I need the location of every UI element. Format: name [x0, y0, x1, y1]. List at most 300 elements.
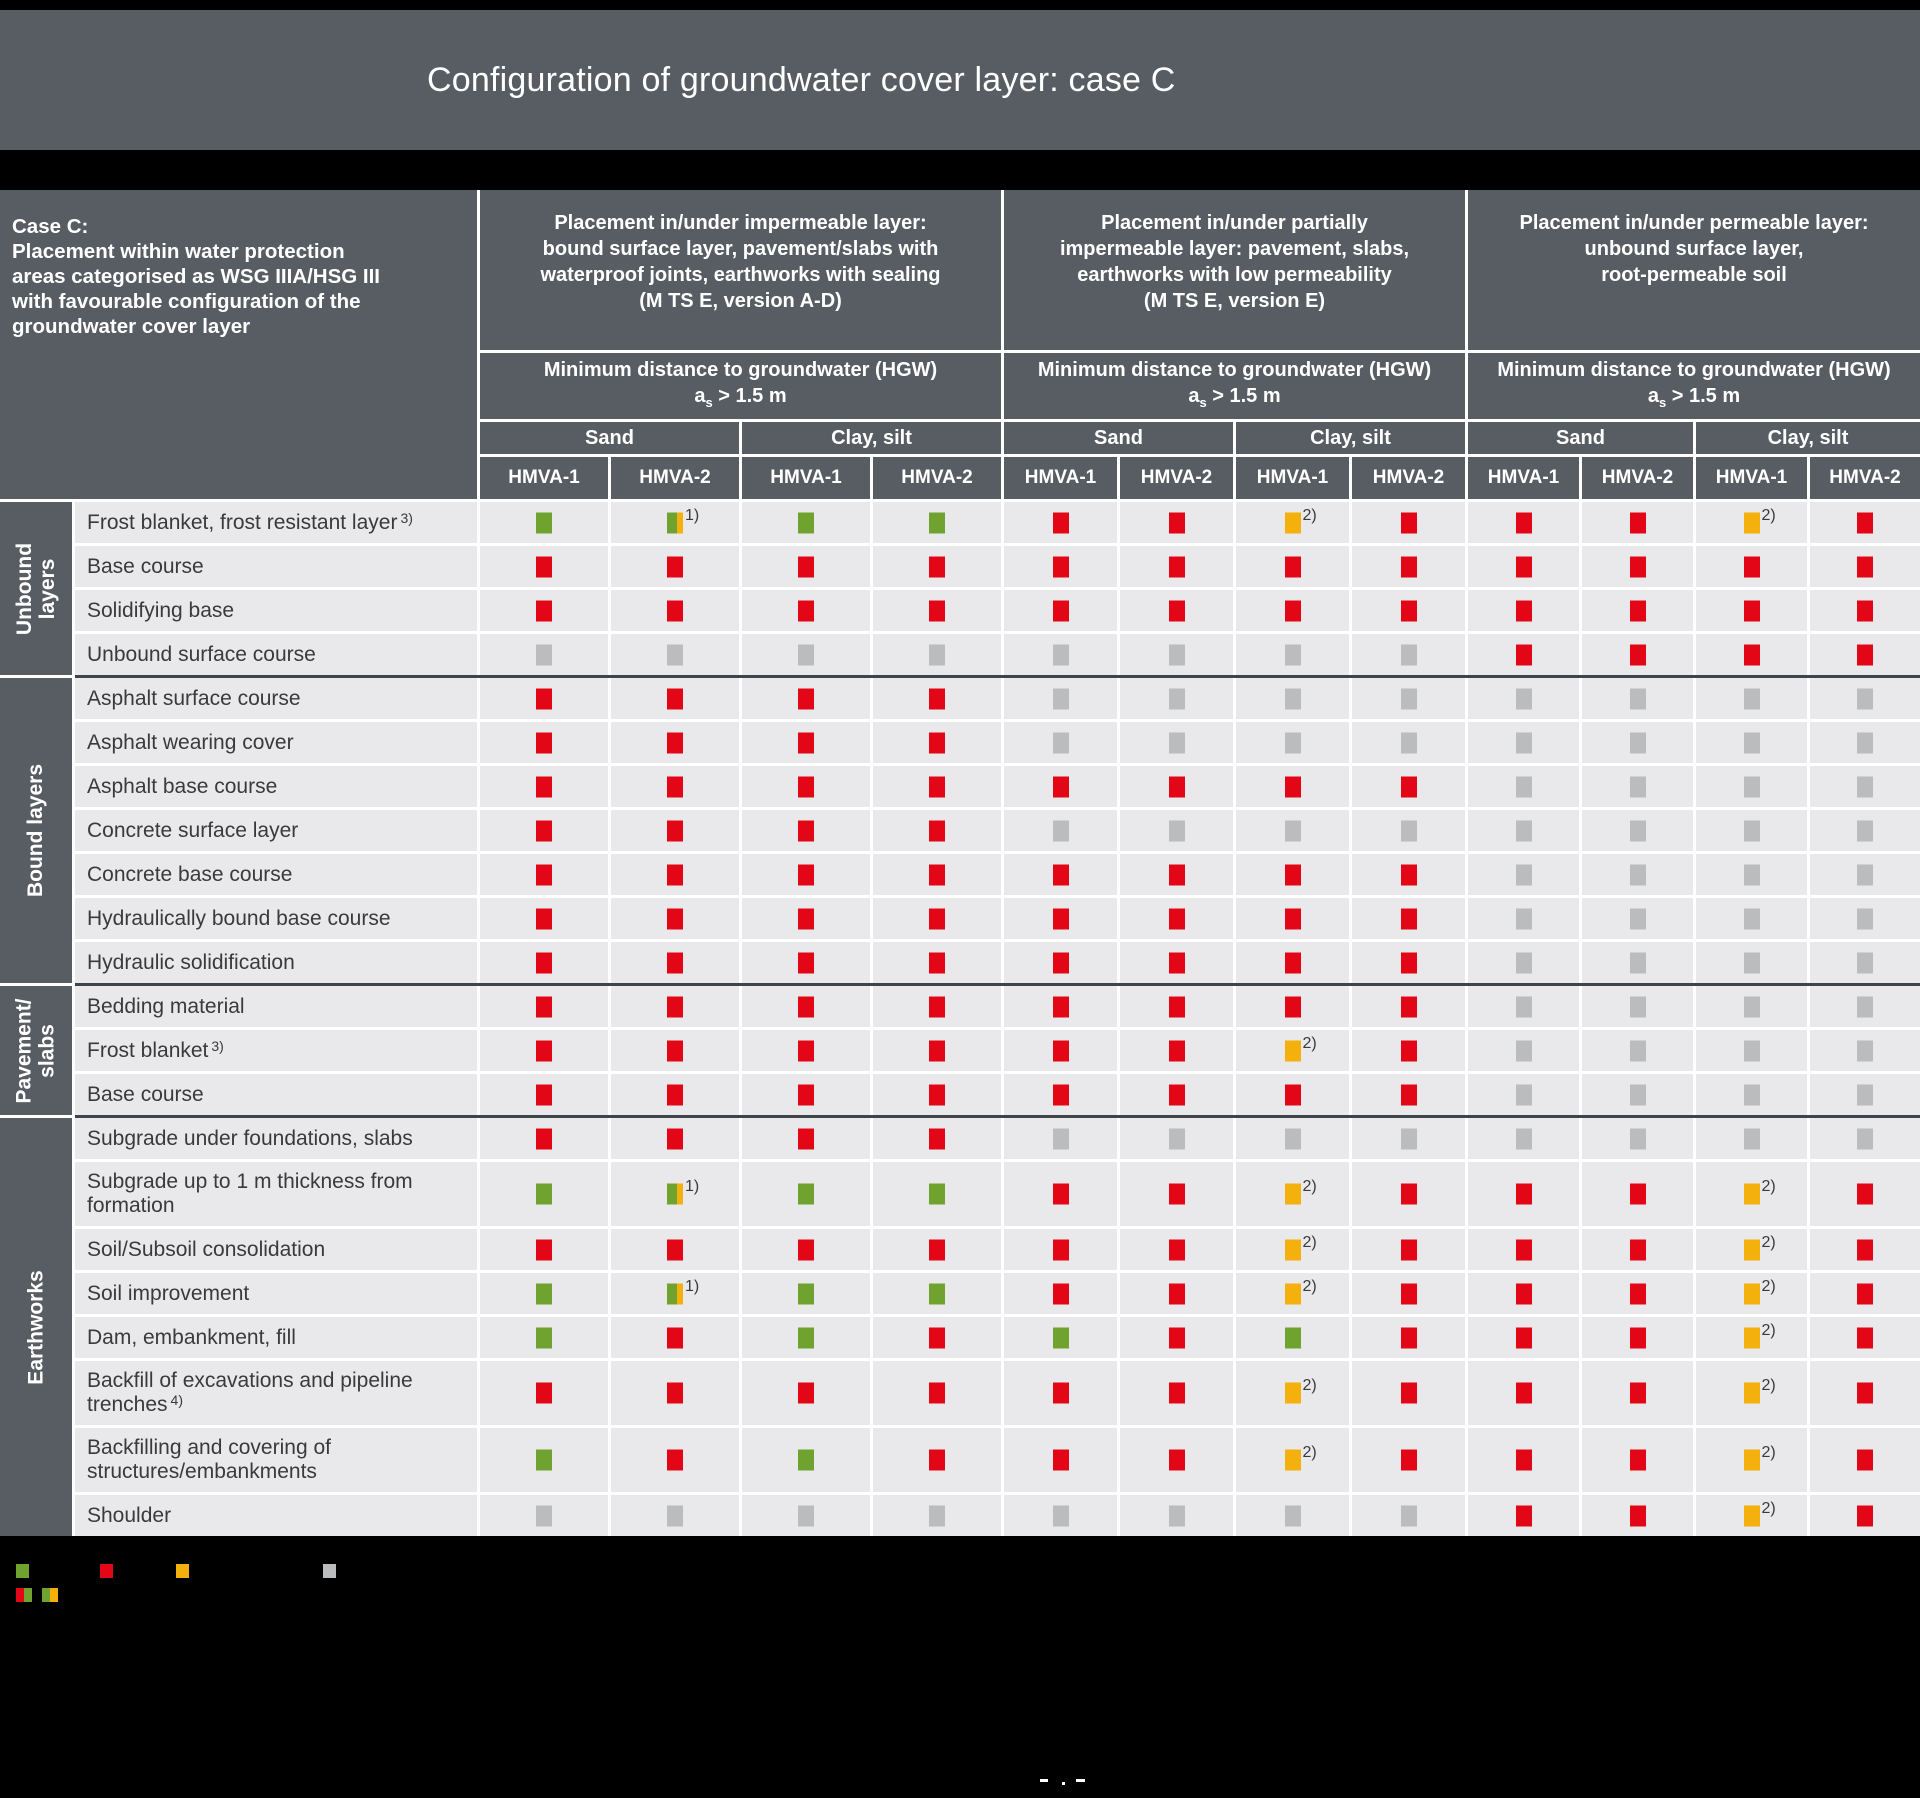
- status-square-red: [667, 1040, 683, 1061]
- row-label: [75, 590, 477, 631]
- status-square-red: [1053, 1239, 1069, 1260]
- min-distance-line1: Minimum distance to groundwater (HGW): [1037, 358, 1432, 381]
- status-cell: [611, 546, 739, 587]
- status-square-red: [798, 776, 814, 797]
- status-square-red: [1169, 1283, 1185, 1304]
- status-cell: [742, 942, 870, 983]
- status-cell: [480, 1428, 608, 1492]
- status-cell: [873, 766, 1001, 807]
- status-square-green-yellow-split: [667, 1184, 683, 1205]
- status-cell: [1696, 1229, 1807, 1270]
- status-cell: [1696, 678, 1807, 719]
- status-cell: [873, 810, 1001, 851]
- status-cell: [1236, 1118, 1349, 1159]
- status-cell: [742, 634, 870, 675]
- status-cell: [1468, 1074, 1579, 1115]
- status-square-red: [1401, 1084, 1417, 1105]
- status-cell: [1352, 898, 1465, 939]
- section-strip-label: [0, 502, 72, 675]
- status-square-red: [1169, 952, 1185, 973]
- section-strip-label: [0, 1118, 72, 1536]
- status-square-green: [1285, 1327, 1301, 1348]
- status-square-red: [536, 1239, 552, 1260]
- status-cell: [1696, 1273, 1807, 1314]
- status-square-red: [1857, 512, 1873, 533]
- status-square-red: [1401, 512, 1417, 533]
- status-cell: [1696, 634, 1807, 675]
- status-square-red: [1744, 556, 1760, 577]
- status-cell: [873, 898, 1001, 939]
- status-square-red: [929, 1327, 945, 1348]
- status-cell: [1810, 942, 1920, 983]
- row-label: [75, 634, 477, 675]
- status-square-red: [1857, 1505, 1873, 1526]
- status-cell: [1352, 678, 1465, 719]
- status-cell: [1004, 678, 1117, 719]
- status-square-red: [1744, 644, 1760, 665]
- status-cell: [873, 1273, 1001, 1314]
- status-cell: [1696, 810, 1807, 851]
- status-square-red: [1401, 1450, 1417, 1471]
- status-cell: [1810, 810, 1920, 851]
- status-square-red: [1401, 1383, 1417, 1404]
- status-square-red: [1401, 1239, 1417, 1260]
- status-square-red: [1401, 1283, 1417, 1304]
- status-square-gray: [1401, 1505, 1417, 1526]
- status-cell: [480, 502, 608, 543]
- status-cell: [1810, 1273, 1920, 1314]
- status-cell: [480, 590, 608, 631]
- status-square-red: [667, 600, 683, 621]
- status-square-red: [1169, 776, 1185, 797]
- status-square-red: [1169, 1084, 1185, 1105]
- status-square-red: [1401, 1327, 1417, 1348]
- status-cell: [1236, 1317, 1349, 1358]
- status-square-red: [1285, 1084, 1301, 1105]
- status-square-red: [1630, 1383, 1646, 1404]
- legend-swatch-gray: [323, 1564, 336, 1578]
- status-square-yellow: [1285, 512, 1301, 533]
- status-cell: [873, 502, 1001, 543]
- status-square-red: [929, 820, 945, 841]
- row-label-text: Base course: [87, 1082, 204, 1106]
- status-square-red: [536, 864, 552, 885]
- status-square-red: [536, 556, 552, 577]
- status-square-red: [798, 952, 814, 973]
- status-square-red: [1516, 1383, 1532, 1404]
- status-cell: [873, 942, 1001, 983]
- status-cell: [742, 810, 870, 851]
- status-square-red: [1169, 1450, 1185, 1471]
- status-cell: [1582, 546, 1693, 587]
- status-cell: [1120, 986, 1233, 1027]
- status-cell: [873, 1030, 1001, 1071]
- row-label-text: Soil/Subsoil consolidation: [87, 1237, 326, 1261]
- status-cell: [742, 1074, 870, 1115]
- hmva-header: HMVA-2: [1120, 457, 1233, 499]
- status-cell: [1236, 1074, 1349, 1115]
- status-square-red: [1857, 1450, 1873, 1471]
- status-cell: [1120, 1074, 1233, 1115]
- status-square-gray: [1516, 864, 1532, 885]
- status-square-red: [929, 952, 945, 973]
- hmva-header: HMVA-1: [1004, 457, 1117, 499]
- row-label: [75, 722, 477, 763]
- status-cell: [1004, 1229, 1117, 1270]
- status-cell: [1004, 854, 1117, 895]
- status-square-gray: [1857, 908, 1873, 929]
- status-square-red: [1516, 1283, 1532, 1304]
- status-cell: [1004, 722, 1117, 763]
- row-label: [75, 1162, 477, 1226]
- row-label-text: Bedding material: [87, 994, 245, 1018]
- status-square-gray: [798, 1505, 814, 1526]
- row-label: [75, 1074, 477, 1115]
- status-square-red: [1053, 864, 1069, 885]
- status-cell: [1582, 942, 1693, 983]
- status-square-red: [1169, 1040, 1185, 1061]
- status-cell: [1004, 1317, 1117, 1358]
- status-square-gray: [1169, 1128, 1185, 1149]
- row-label: [75, 1361, 477, 1425]
- status-cell: [1696, 1361, 1807, 1425]
- row-label-text: Asphalt base course: [87, 774, 278, 798]
- status-cell: [742, 590, 870, 631]
- group-header-line: waterproof joints, earthworks with sealing: [540, 264, 941, 286]
- section-divider-1: [75, 675, 1920, 678]
- status-cell: [1352, 1361, 1465, 1425]
- status-cell: [1468, 1118, 1579, 1159]
- status-cell: [1582, 1361, 1693, 1425]
- status-cell: [1120, 1317, 1233, 1358]
- page-title: Configuration of groundwater cover layer: case C: [427, 60, 1176, 99]
- status-cell: [1696, 1317, 1807, 1358]
- section-divider-3: [75, 1115, 1920, 1118]
- status-cell: [1236, 1162, 1349, 1226]
- status-cell: [1468, 1317, 1579, 1358]
- status-square-green: [929, 1283, 945, 1304]
- status-cell: [1236, 986, 1349, 1027]
- status-cell: [1582, 1162, 1693, 1226]
- status-cell: [1004, 1361, 1117, 1425]
- status-square-red: [1401, 952, 1417, 973]
- status-cell: [1004, 942, 1117, 983]
- status-square-red: [798, 1040, 814, 1061]
- status-cell: [873, 1162, 1001, 1226]
- status-cell: [1120, 1428, 1233, 1492]
- row-label-text: Solidifying base: [87, 598, 235, 622]
- status-cell: [742, 722, 870, 763]
- status-square-red: [1401, 908, 1417, 929]
- status-cell: [873, 1074, 1001, 1115]
- status-cell: [480, 546, 608, 587]
- status-cell: [873, 546, 1001, 587]
- status-square-gray: [1630, 820, 1646, 841]
- group-header-line: root-permeable soil: [1601, 264, 1787, 286]
- status-cell: [1236, 1361, 1349, 1425]
- status-cell: [1004, 1074, 1117, 1115]
- status-square-yellow: [1285, 1383, 1301, 1404]
- status-cell: [480, 898, 608, 939]
- status-cell: [480, 1361, 608, 1425]
- status-square-red: [667, 820, 683, 841]
- status-cell: [1810, 1495, 1920, 1536]
- status-cell: [1582, 678, 1693, 719]
- footnote-mark: 2): [1302, 1444, 1317, 1461]
- soil-type-header: Clay, silt: [1696, 422, 1920, 454]
- status-square-red: [929, 688, 945, 709]
- status-cell: [1120, 1162, 1233, 1226]
- status-cell: [1004, 1162, 1117, 1226]
- status-square-red: [1053, 600, 1069, 621]
- case-description: [0, 190, 477, 499]
- status-cell: [873, 1229, 1001, 1270]
- status-cell: [1004, 1030, 1117, 1071]
- status-square-red: [1630, 1450, 1646, 1471]
- status-cell: [1468, 942, 1579, 983]
- status-cell: [1120, 1229, 1233, 1270]
- status-cell: [873, 590, 1001, 631]
- status-square-red: [1401, 996, 1417, 1017]
- status-square-gray: [1285, 732, 1301, 753]
- status-cell: [1696, 854, 1807, 895]
- status-square-red: [667, 864, 683, 885]
- status-cell: [1468, 678, 1579, 719]
- status-cell: [1352, 1495, 1465, 1536]
- status-square-red: [1285, 952, 1301, 973]
- status-square-gray: [1630, 688, 1646, 709]
- status-cell: [742, 1162, 870, 1226]
- status-square-gray: [1744, 732, 1760, 753]
- status-cell: [1582, 722, 1693, 763]
- status-cell: [1236, 678, 1349, 719]
- group-header-line: Placement in/under permeable layer:: [1519, 212, 1869, 234]
- footnote-mark: 1): [685, 1178, 700, 1195]
- status-square-gray: [1285, 644, 1301, 665]
- status-square-green: [536, 1450, 552, 1471]
- status-square-red: [1053, 1184, 1069, 1205]
- status-cell: [1810, 766, 1920, 807]
- status-cell: [480, 1495, 608, 1536]
- status-square-gray: [1516, 1040, 1532, 1061]
- soil-type-header: Clay, silt: [1236, 422, 1465, 454]
- row-label-text: Backfill of excavations and pipeline trenches $^{4)}$: [87, 1369, 413, 1416]
- status-square-gray: [1630, 732, 1646, 753]
- status-cell: [1810, 546, 1920, 587]
- status-cell: [1352, 590, 1465, 631]
- status-cell: [1582, 766, 1693, 807]
- row-label: [75, 986, 477, 1027]
- status-square-red: [1169, 512, 1185, 533]
- footnote-text-remnant: [1040, 1779, 1048, 1782]
- status-cell: [873, 722, 1001, 763]
- status-cell: [480, 1030, 608, 1071]
- row-label: [75, 1229, 477, 1270]
- status-cell: [1120, 942, 1233, 983]
- status-cell: [1236, 502, 1349, 543]
- status-cell: [1810, 1030, 1920, 1071]
- status-cell: [480, 678, 608, 719]
- status-square-red: [1630, 1239, 1646, 1260]
- status-cell: [1120, 722, 1233, 763]
- hmva-header: HMVA-2: [873, 457, 1001, 499]
- row-label-text: Subgrade under foundations, slabs: [87, 1126, 413, 1150]
- legend-swatch-red-green-split: [16, 1588, 32, 1602]
- status-cell: [742, 1428, 870, 1492]
- status-cell: [873, 1361, 1001, 1425]
- status-cell: [873, 678, 1001, 719]
- status-square-green: [798, 1283, 814, 1304]
- status-cell: [1582, 898, 1693, 939]
- status-square-red: [1401, 864, 1417, 885]
- status-cell: [873, 986, 1001, 1027]
- footnote-mark: 2): [1761, 506, 1776, 524]
- status-cell: [1582, 1030, 1693, 1071]
- status-cell: [1582, 590, 1693, 631]
- status-cell: [611, 810, 739, 851]
- status-cell: [1810, 502, 1920, 543]
- status-cell: [1468, 546, 1579, 587]
- footnote-text-remnant: [1076, 1779, 1085, 1782]
- status-cell: [1810, 1317, 1920, 1358]
- status-cell: [1120, 678, 1233, 719]
- status-square-red: [798, 820, 814, 841]
- status-cell: [1582, 986, 1693, 1027]
- status-square-gray: [1630, 1128, 1646, 1149]
- status-cell: [611, 1317, 739, 1358]
- status-square-red: [536, 688, 552, 709]
- status-cell: [480, 766, 608, 807]
- status-square-green: [536, 1327, 552, 1348]
- status-cell: [1236, 810, 1349, 851]
- status-cell: [1236, 1495, 1349, 1536]
- status-cell: [1120, 766, 1233, 807]
- footnote-mark: 2): [1302, 1178, 1317, 1195]
- status-square-gray: [1857, 1040, 1873, 1061]
- status-cell: [742, 678, 870, 719]
- status-cell: [1120, 1495, 1233, 1536]
- status-square-red: [1053, 908, 1069, 929]
- status-cell: [1582, 1428, 1693, 1492]
- row-label-text: Frost blanket $^{3)}$: [87, 1037, 224, 1062]
- status-square-red: [1857, 1283, 1873, 1304]
- status-square-red: [929, 1128, 945, 1149]
- status-square-red: [1169, 556, 1185, 577]
- status-square-red: [667, 952, 683, 973]
- status-cell: [1352, 986, 1465, 1027]
- status-square-gray: [1857, 952, 1873, 973]
- status-square-gray: [1516, 1128, 1532, 1149]
- status-cell: [611, 986, 739, 1027]
- status-cell: [1582, 634, 1693, 675]
- status-square-red: [667, 1450, 683, 1471]
- status-square-red: [1169, 1383, 1185, 1404]
- status-square-gray: [1630, 1084, 1646, 1105]
- status-cell: [742, 1361, 870, 1425]
- status-square-red: [1053, 996, 1069, 1017]
- status-square-gray: [1285, 820, 1301, 841]
- status-square-gray: [1744, 1084, 1760, 1105]
- status-square-red: [929, 732, 945, 753]
- status-square-red: [667, 776, 683, 797]
- status-cell: [611, 1273, 739, 1314]
- status-cell: [1352, 1428, 1465, 1492]
- status-cell: [611, 678, 739, 719]
- status-square-yellow: [1744, 1283, 1760, 1304]
- status-cell: [1810, 1229, 1920, 1270]
- status-cell: [1004, 1495, 1117, 1536]
- legend-swatch-red: [100, 1564, 113, 1578]
- status-cell: [1236, 722, 1349, 763]
- status-cell: [873, 1317, 1001, 1358]
- status-square-green: [798, 1450, 814, 1471]
- status-square-red: [1630, 512, 1646, 533]
- status-square-gray: [1744, 996, 1760, 1017]
- status-cell: [1468, 634, 1579, 675]
- status-square-gray: [1744, 820, 1760, 841]
- status-square-gray: [1857, 688, 1873, 709]
- status-square-yellow: [1744, 1184, 1760, 1205]
- status-cell: [611, 634, 739, 675]
- status-square-red: [667, 1084, 683, 1105]
- status-cell: [1582, 810, 1693, 851]
- status-cell: [1696, 898, 1807, 939]
- status-cell: [611, 1074, 739, 1115]
- status-square-red: [667, 1327, 683, 1348]
- row-label: [75, 766, 477, 807]
- legend-footer: [0, 1536, 1920, 1798]
- status-cell: [1352, 1229, 1465, 1270]
- status-square-gray: [1857, 776, 1873, 797]
- status-cell: [480, 1162, 608, 1226]
- row-label: [75, 546, 477, 587]
- status-cell: [1696, 1074, 1807, 1115]
- row-label: [75, 678, 477, 719]
- status-cell: [742, 986, 870, 1027]
- status-square-gray: [1053, 1128, 1069, 1149]
- status-square-red: [1630, 1184, 1646, 1205]
- status-square-gray: [1169, 644, 1185, 665]
- status-square-red: [1053, 512, 1069, 533]
- status-square-red: [536, 908, 552, 929]
- row-label-text: Shoulder: [87, 1503, 172, 1527]
- status-square-red: [798, 1383, 814, 1404]
- status-cell: [1236, 1273, 1349, 1314]
- status-cell: [1468, 898, 1579, 939]
- status-square-gray: [1516, 820, 1532, 841]
- status-cell: [480, 810, 608, 851]
- status-square-red: [929, 1239, 945, 1260]
- status-square-gray: [1516, 1084, 1532, 1105]
- group-header-line: (M TS E, version E): [1143, 290, 1326, 312]
- status-cell: [611, 942, 739, 983]
- status-cell: [1468, 502, 1579, 543]
- status-cell: [611, 1229, 739, 1270]
- status-cell: [1468, 1030, 1579, 1071]
- status-cell: [1696, 942, 1807, 983]
- status-square-red: [667, 1239, 683, 1260]
- status-cell: [611, 1428, 739, 1492]
- status-square-red: [798, 908, 814, 929]
- hmva-header: HMVA-1: [1468, 457, 1579, 499]
- group-header-line: bound surface layer, pavement/slabs with: [542, 238, 939, 260]
- status-square-gray: [1857, 864, 1873, 885]
- status-cell: [1352, 810, 1465, 851]
- status-square-gray: [1857, 1084, 1873, 1105]
- status-cell: [1468, 722, 1579, 763]
- status-cell: [1004, 810, 1117, 851]
- status-cell: [1352, 854, 1465, 895]
